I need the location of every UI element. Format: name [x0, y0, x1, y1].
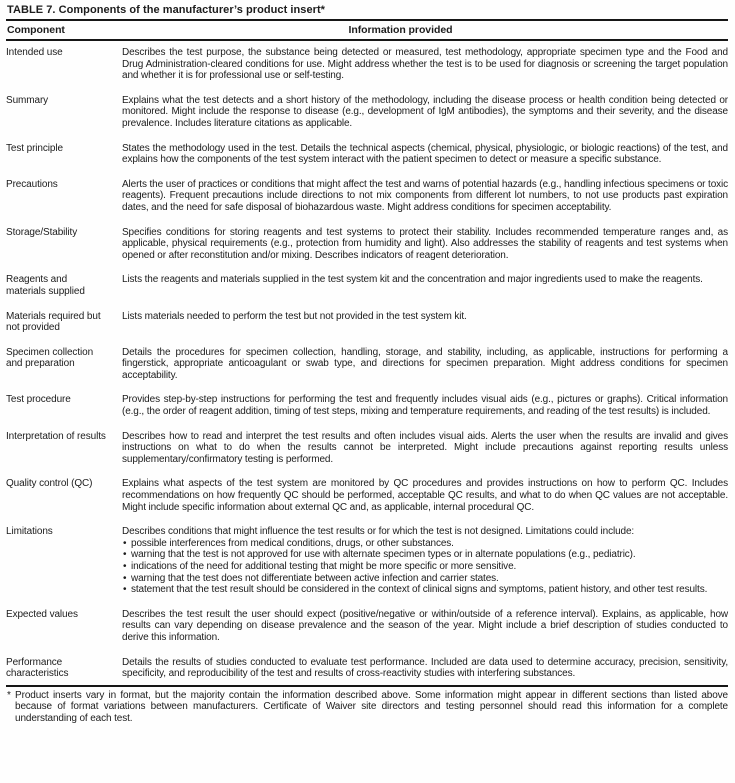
table-row-performance-characteristics	[6, 657, 728, 680]
table-header-row	[6, 21, 728, 39]
info-cell: Describes the test purpose, the substance being detected or measured, test methodology, appropriate specimen type and the Food and Drug Administration-cleared conditions for use. Might address whether the test is to be used for diagnosis or screening the target population and whether it is for professional use or self-testing.	[122, 47, 728, 82]
limitations-intro: Describes conditions that might influence the test results or for which the test is not designed. Limitations could include:	[122, 526, 635, 538]
info-cell: Details the results of studies conducted to evaluate test performance. Included are data used to determine accuracy, precision, sensitivity, specificity, and reproducibility of the test and results of cross-reactivity studies with interfering substances.	[122, 656, 728, 680]
table-row-limitations	[6, 526, 728, 596]
component-cell: Test procedure	[6, 394, 71, 406]
component-cell: Materials required but not provided	[6, 310, 101, 334]
bullet-item: • warning that the test is not approved for use with alternate specimen types or in alternate populations (e.g., pediatric).	[122, 549, 728, 561]
bullet-item: • possible interferences from medical conditions, drugs, or other substances.	[122, 538, 728, 550]
table-footnote: * Product inserts vary in format, but the majority contain the information described above. Some information might appear in different sections than listed above because of format variations between manufacturers. Certificate of Waiver site directors and testing personnel should read this information for a complete understanding of each test.	[7, 689, 728, 725]
component-cell: Expected values	[6, 608, 78, 620]
table-row-materials-required-not-provided	[6, 311, 728, 334]
component-cell: Precautions	[6, 178, 58, 190]
component-cell: Test principle	[6, 142, 63, 154]
limitations-bullet-list	[122, 538, 728, 596]
component-cell: Storage/Stability	[6, 226, 78, 238]
component-cell: Intended use	[6, 47, 63, 58]
info-cell: Lists the reagents and materials supplied in the test system kit and the concentration and major ingredients used to make the reagents.	[122, 274, 703, 286]
table-row-summary	[6, 95, 728, 130]
info-cell: Lists materials needed to perform the test but not provided in the test system kit.	[122, 310, 467, 322]
component-cell: Quality control (QC)	[6, 478, 93, 490]
info-cell: Details the procedures for specimen collection, handling, storage, and stability, including, as applicable, instructions for performing a fingerstick, appropriate anticoagulant or swab type, and directions for specimen preparation. Might address conditions for specimen acceptability.	[122, 346, 728, 381]
table-row-test-procedure	[6, 394, 728, 417]
info-cell: Alerts the user of practices or conditions that might affect the test and warns of potential hazards (e.g., handling infectious specimens or toxic reagents). Frequent precautions include directions to not mix components from different lot numbers, to not use products past expiration dates, and the need for safe disposal of biohazardous waste. Might address conditions for specimen acceptability.	[122, 178, 728, 213]
table-row-reagents-materials-supplied	[6, 274, 728, 297]
info-cell: States the methodology used in the test. Details the technical aspects (chemical, physical, physiologic, or biologic reactions) of the test, and explains how the components of the test system interact with the patient specimen to detect or measure a specific substance.	[122, 142, 728, 166]
bullet-item: • statement that the test result should be considered in the context of clinical signs and symptoms, patient history, and other test results.	[122, 584, 728, 596]
bullet-item: • warning that the test does not differentiate between active infection and carrier states.	[122, 573, 728, 585]
component-cell: Limitations	[6, 526, 53, 538]
column-header-component: Component	[7, 24, 65, 36]
info-cell	[122, 526, 728, 596]
component-cell: Interpretation of results	[6, 430, 106, 442]
bullet-item: • indications of the need for additional testing that might be more specific or more sensitive.	[122, 561, 728, 573]
component-cell: Summary	[6, 94, 49, 106]
info-cell: Describes how to read and interpret the test results and often includes visual aids. Alerts the user when the results are invalid and gives instructions on what to do when the results cannot be interpreted. Might include precautions against reporting results unless supplementary/confirmatory testing is performed.	[122, 430, 728, 465]
column-header-information-provided: Information provided	[348, 24, 453, 36]
component-cell: Performance characteristics	[6, 656, 69, 680]
table-row-interpretation-of-results	[6, 431, 728, 466]
table-row-precautions	[6, 179, 728, 214]
table-title: TABLE 7. Components of the manufacturer’s product insert*	[7, 4, 326, 16]
table-row-quality-control	[6, 478, 728, 513]
info-cell: Provides step-by-step instructions for performing the test and frequently includes visual aids (e.g., pictures or graphs). Critical information (e.g., the order of reagent addition, timing of test steps, mixing and temperature requirements, and reading of the test results) is included.	[122, 394, 728, 418]
table-row-expected-values	[6, 609, 728, 644]
component-cell: Reagents and materials supplied	[6, 274, 85, 297]
table-row-storage-stability	[6, 227, 728, 262]
table-row-intended-use	[6, 47, 728, 82]
info-cell: Specifies conditions for storing reagents and test systems to protect their stability. Includes recommended temperature ranges and, as applicable, physical requirements (e.g., protection from humidity and light). Also addresses the stability of reagents and test systems when opened or after reconstitution and/or mixing. Describes indicators of reagent deterioration.	[122, 226, 728, 261]
table-body	[6, 41, 728, 680]
info-cell: Explains what aspects of the test system are monitored by QC procedures and provides instructions on how to perform QC. Includes recommendations on how frequently QC should be performed, acceptable QC results, and what to do when QC values are not acceptable. Might include specific information about external QC and, as applicable, internal procedural QC.	[122, 478, 728, 513]
info-cell: Explains what the test detects and a short history of the methodology, including the disease process or health condition being detected or monitored. Might include the response to disease (e.g., development of IgM antibodies), the symptoms and their severity, and the disease prevalence. Includes literature citations as applicable.	[122, 94, 728, 129]
info-cell: Describes the test result the user should expect (positive/negative or within/outside of a reference interval). Explains, as applicable, how results can vary depending on disease prevalence and the season of the year. Might include a brief description of studies conducted to derive this information.	[122, 608, 728, 643]
component-cell: Specimen collection and preparation	[6, 346, 94, 370]
table-row-specimen-collection-preparation	[6, 347, 728, 382]
table-row-test-principle	[6, 143, 728, 166]
